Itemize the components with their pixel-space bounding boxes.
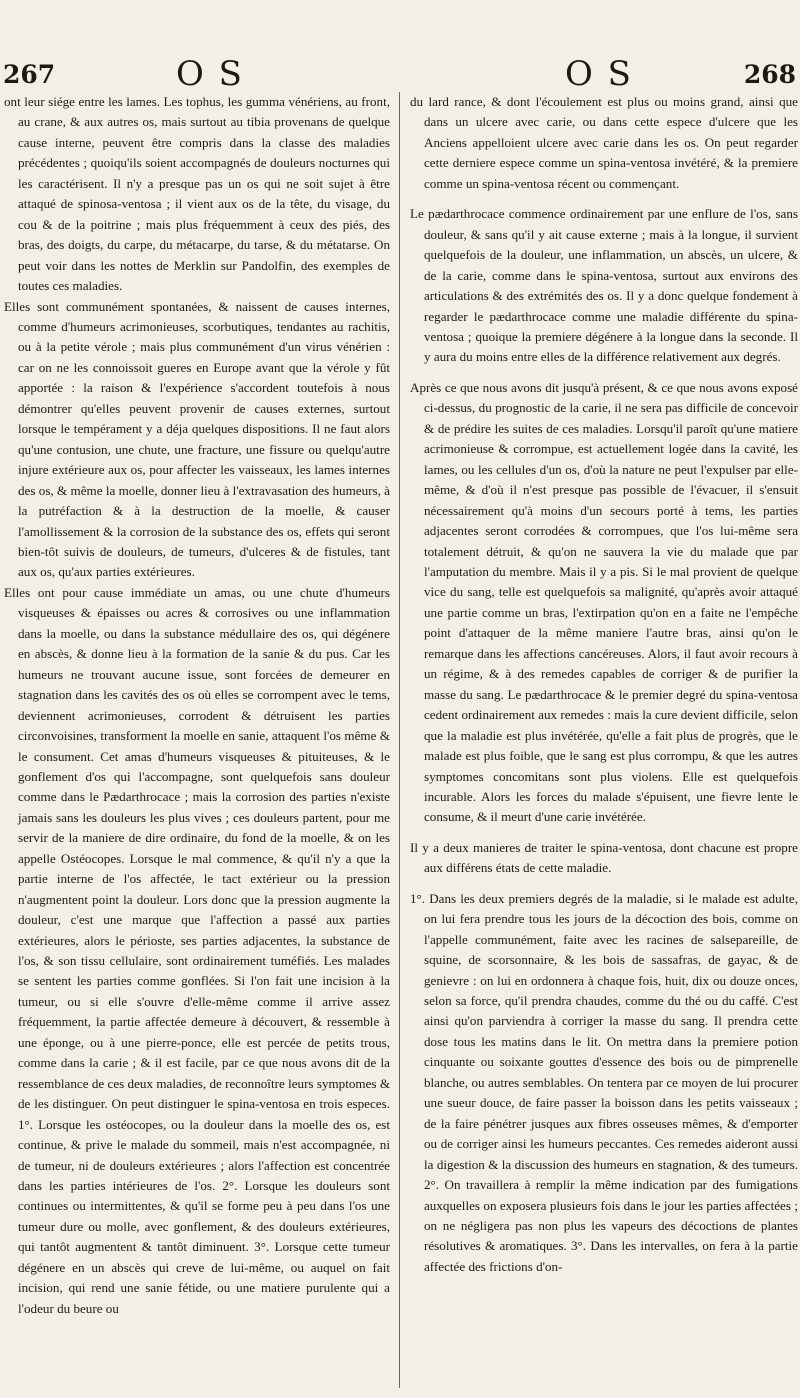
right-paragraph-5: 1°. Dans les deux premiers degrés de la maladie, si le malade est adulte, on lui fera prendre tous les jours de la décoction des bois, comme on l'appelle communément, faite avec les racines de salsepareille, de squine, de scorsonnaire, & les bois de sassafras, de gayac, & de genievre : on lui en ordonnera à chaque fois, huit, dix ou douze onces, selon sa force, qu'il prendra chaudes, comme du thé ou du caffé. C'est ainsi qu'on parviendra à corriger la masse du sang. Il prendra cette dose tous les matins dans le lit. On mettra dans la premiere potion cinquante ou soixante gouttes d'essence des bois ou de pimprenelle blanche, ou autres semblables. On tentera par ce moyen de lui procurer une sueur douce, de faire passer la boisson dans les petits vaisseaux ; de la faire pénétrer jusques aux fibres osseuses mêmes, & d'emporter ou de corriger ainsi les humeurs peccantes. Ces remedes aideront aussi la digestion & la discussion des humeurs en stagnation, & des tumeurs. 2°. On travaillera à remplir la même indication par des fumigations auxquelles on exposera plusieurs fois dans le jour les parties affectées ; on ne négligera pas non plus les vapeurs des décoctions de plantes résolutives & aromatiques. 3°. Dans les intervalles, on fera à la partie affectée des frictions d'on- <box>410 890 798 1274</box>
left-paragraph-1: ont leur siége entre les lames. Les tophus, les gumma vénériens, au front, au crane, & aux autres os, mais surtout au tibia provenans de quelque cause interne, peuvent être compris dans la classe des maladies précédentes ; quoiqu'ils soient accompagnés de douleurs nocturnes qui les caractérisent. Il n'y a presque pas un os qui ne soit sujet à être attaqué de spinosa-ventosa ; il vient aux os de la tête, du visage, du cou & de la poitrine ; mais plus fréquemment à ceux des piés, des bras, des doigts, du carpe, du métacarpe, du tarse, & du métatarse. On peut voir dans les nottes de Merklin sur Pandolfin, des exemples de toutes ces maladies. <box>4 94 390 294</box>
left-page-number: 267 <box>3 60 56 89</box>
left-paragraph-3: Elles ont pour cause immédiate un amas, ou une chute d'humeurs visqueuses & épaisses ou acres & corrosives ou une inflammation dans la moelle, ou dans la substance médullaire des os, qui dégénere en abscès, & donne lieu à la formation de la sanie & du pus. Car les humeurs ne trouvant aucune issue, sont forcées de demeurer en stagnation dans les cavités des os où elles se corrompent avec le tems, deviennent acrimonieuses, corrodent & détruisent les parties circonvoisines, transforment la moelle en sanie, attaquent l'os même & le consument. Cet amas d'humeurs visqueuses & pituiteuses, & le gonflement d'os qui l'accompagne, sont quelquefois sans douleur comme dans le Pædarthrocace ; mais la corrosion des parties n'existe jamais sans les douleurs les plus vives ; ces douleurs partent, pour me servir de la maniere de dire ordinaire, du fond de la moelle, & on les appelle Ostéocopes. Lorsque le mal commence, & qu'il n'y a que la partie interne de l'os affectée, le tact extérieur ou la pression n'augmentent point la douleur. Lors donc que la pression augmente la douleur, c'est une marque que l'affection a passé aux parties extérieures, alors le périoste, ses parties adjacentes, la substance de l'os, & son tissu cellulaire, sont ordinairement tuméfiés. Les malades se sentent les parties comme gonflées. Si l'on fait une incision à la tumeur, ou si elle s'ouvre d'elle-même comme il arrive assez fréquemment, la partie affectée demeure à découvert, & ressemble à une éponge, ou à une pierre-ponce, elle est percée de petits trous, comme dans la carie ; & il est facile, par ce que nous avons dit de la ressemblance de ces deux maladies, de reconnoître leurs symptomes & de les distinguer. On peut distinguer le spina-ventosa en trois especes. 1°. Lorsque les ostéocopes, ou la douleur dans la moelle des os, est continue, & prive le malade du sommeil, mais n'est accompagnée, ni de tumeur, ni de douleurs extérieures ; alors l'affection est concentrée dans les parties intérieures de l'os. 2°. Lorsque les douleurs sont continues ou intermittentes, & qu'il se forme peu à peu dans l'os une tumeur dure ou molle, avec gonflement, & des douleurs extérieures, qui tantôt augmentent & tantôt diminuent. 3°. Lorsque cette tumeur dégénere en un abscès qui creve de lui-même, ou auquel on fait incision, qui rend une sanie fétide, ou une matiere purulente qui a l'odeur du beure ou <box>4 584 390 1316</box>
left-column <box>4 92 390 1392</box>
right-column <box>410 92 798 1392</box>
right-paragraph-1: du lard rance, & dont l'écoulement est plus ou moins grand, ainsi que dans un ulcere avec carie, ou dans cette espece d'ulcere que les Anciens appelloient ulcere avec carie dans les os. On peut regarder cette derniere espece comme un spina-ventosa invétéré, & la premiere comme un spina-ventosa récent ou commençant. <box>410 94 798 191</box>
right-paragraph-2: Le pædarthrocace commence ordinairement par une enflure de l'os, sans douleur, & sans qu'il y ait cause externe ; mais à la longue, il survient quelquefois de la douleur, une inflammation, un abscès, un ulcere, & de la carie, comme dans le spina-ventosa, surtout aux environs des articulations & des extrémités des os. Il y a donc quelque fondement à regarder le pædarthrocace comme une maladie différente du spina-ventosa ; quoique la premiere dégénere à la longue dans la seconde. Il y aura du moins entre elles de la différence relativement aux degrés. <box>410 206 798 365</box>
left-paragraph-2: Elles sont communément spontanées, & naissent de causes internes, comme d'humeurs acrimonieuses, scorbutiques, tendantes au rachitis, ou à la petite vérole ; mais plus communément d'un virus vénérien : car on ne les connoissoit gueres en Europe avant que la vérole y fût apportée : la raison & l'expérience s'accordent toutefois à nous démontrer qu'elles peuvent provenir de causes externes, surtout lorsque le tempérament y a déja quelques dispositions. Il ne faut alors qu'une contusion, une chute, une fracture, une fissure ou quelqu'autre injure extérieure aux os, pour affecter les vaisseaux, les lames internes des os, & même la moelle, donner lieu à l'extravasation des humeurs, à la putréfaction & à la destruction de la moelle, & causer l'amollissement & la corrosion de la substance des os, effets qui seront bien-tôt suivis de douleurs, de tumeurs, d'ulceres & de fistules, tant aux os, qu'aux parties extérieures. <box>4 298 390 580</box>
right-paragraph-4: Il y a deux manieres de traiter le spina-ventosa, dont chacune est propre aux différens états de cette maladie. <box>410 839 798 876</box>
right-page-number: 268 <box>743 60 796 89</box>
left-running-title: O S <box>176 54 244 94</box>
right-paragraph-3: Après ce que nous avons dit jusqu'à présent, & ce que nous avons exposé ci-dessus, du prognostic de la carie, il ne sera pas difficile de concevoir & de prédire les suites de ces maladies. Lorsqu'il paroît qu'une matiere acrimonieuse & corrompue, est actuellement logée dans la cavité, les lames, ou les cellules d'un os, d'où la nature ne peut l'expulser par elle-même, & d'où il n'est presque pas possible de l'évacuer, il s'ensuit nécessairement qu'à moins d'un secours porté à tems, les parties adjacentes seront corrodées & corrompues, que l'os lui-même sera totalement détruit, & qu'on ne sauvera la vie du malade que par l'amputation du membre. Mais il y a pis. Si le mal provient de quelque vice du sang, telle est quelquefois sa malignité, qu'après avoir attaqué une partie comme un bras, l'extirpation qu'on en a faite ne l'empêche point d'attaquer de la même maniere l'autre bras, ainsi qu'on le remarque dans les affections cancéreuses. Alors, il faut avoir recours à un régime, & à des remedes capables de corriger & de purifier la masse du sang. Le pædarthrocace & le premier degré du spina-ventosa cedent ordinairement aux remedes : mais la cure devient difficile, selon que la maladie est plus invétérée, qu'elle a fait plus de progrès, que le malade est plus foible, que le sang est plus corrompu, & que les autres symptomes concomitans sont plus violens. Elle est quelquefois incurable. Alors les forces du malade s'épuisent, une fievre lente le consume, & il meurt d'une carie invétérée. <box>410 379 798 825</box>
right-running-title: O S <box>565 54 633 94</box>
column-divider <box>399 92 400 1388</box>
